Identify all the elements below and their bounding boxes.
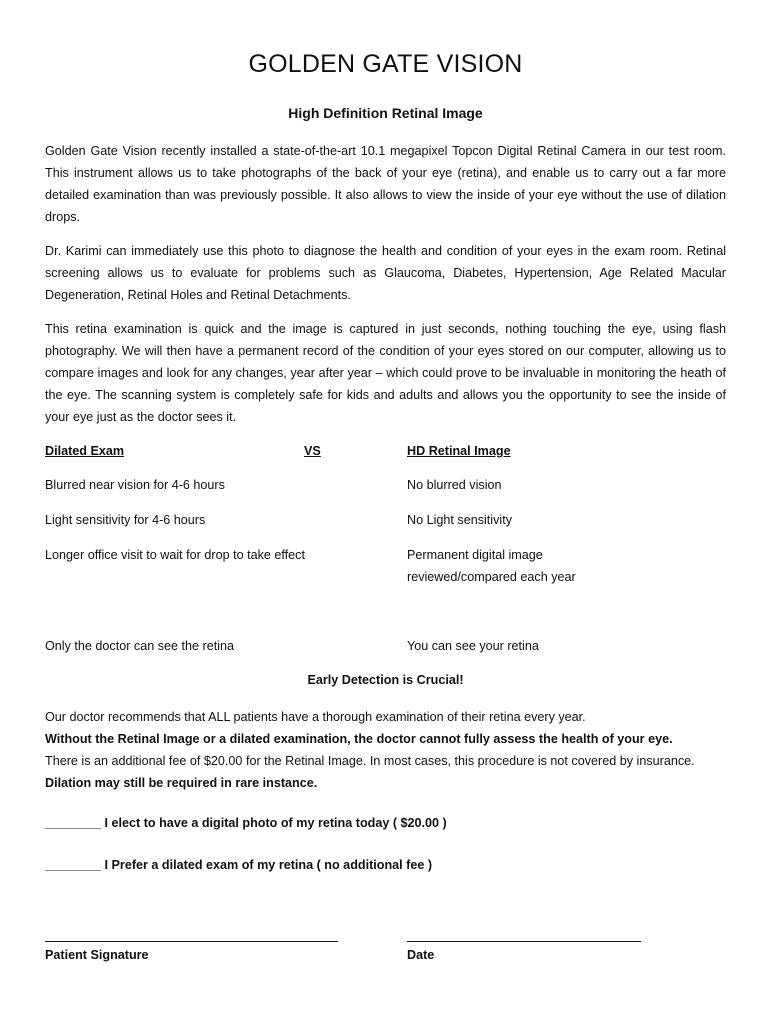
- date-label: Date: [407, 948, 435, 962]
- early-detection-heading: Early Detection is Crucial!: [307, 673, 464, 687]
- dilation-note: Dilation may still be required in rare instance.: [45, 776, 318, 790]
- comparison-header-dilated: Dilated Exam: [45, 444, 125, 458]
- exam-paragraph: This retina examination is quick and the image is captured in just seconds, nothing touching the eye, using flash photography. We will then have a permanent record of the condition of your eyes stored on our computer, allowing us to compare images and look for any changes, year after year – which could prove to be invaluable in monitoring the heath of the eye. The scanning system is completely safe for kids and adults and allows you the opportunity to see the inside of your eye just as the doctor sees it.: [45, 322, 726, 424]
- comparison-row-right: You can see your retina: [407, 639, 539, 653]
- fee-notice: [45, 706, 726, 794]
- comparison-row-right: Permanent digital image reviewed/compared each year: [407, 548, 576, 584]
- comparison-row-left: Blurred near vision for 4-6 hours: [45, 478, 225, 492]
- comparison-row-right: No blurred vision: [407, 478, 502, 492]
- page-title: GOLDEN GATE VISION: [248, 50, 523, 78]
- comparison-header-retinal: HD Retinal Image: [407, 444, 511, 458]
- comparison-row-left: Only the doctor can see the retina: [45, 639, 235, 653]
- warning-text: Without the Retinal Image or a dilated examination, the doctor cannot fully assess the health of your eye.: [45, 732, 673, 746]
- intro-paragraph: Golden Gate Vision recently installed a state-of-the-art 10.1 megapixel Topcon Digital Retinal Camera in our test room. This instrument allows us to take photographs of the back of your eye (retina), and enable us to carry out a far more detailed examination than was previously possible. It also allows to view the inside of your eye without the use of dilation drops.: [45, 144, 726, 224]
- option-digital-photo[interactable]: ________ I elect to have a digital photo of my retina today ( $20.00 ): [45, 816, 447, 830]
- comparison-header-vs: VS: [304, 444, 321, 458]
- date-line[interactable]: [407, 941, 641, 942]
- patient-signature-line[interactable]: [45, 941, 338, 942]
- patient-signature-label: Patient Signature: [45, 948, 149, 962]
- comparison-row-right: No Light sensitivity: [407, 513, 512, 527]
- option-dilated-exam[interactable]: ________ I Prefer a dilated exam of my retina ( no additional fee ): [45, 858, 433, 872]
- comparison-row-left: Longer office visit to wait for drop to take effect: [45, 548, 305, 562]
- page-subtitle: High Definition Retinal Image: [288, 105, 483, 121]
- comparison-row-left: Light sensitivity for 4-6 hours: [45, 513, 206, 527]
- fee-text: There is an additional fee of $20.00 for the Retinal Image. In most cases, this procedure is not covered by insurance.: [45, 754, 695, 768]
- diagnosis-paragraph: Dr. Karimi can immediately use this photo to diagnose the health and condition of your eyes in the exam room. Retinal screening allows us to evaluate for problems such as Glaucoma, Diabetes, Hypertension, Age Related Macular Degeneration, Retinal Holes and Retinal Detachments.: [45, 244, 726, 302]
- recommendation-text: Our doctor recommends that ALL patients have a thorough examination of their retina every year.: [45, 710, 586, 724]
